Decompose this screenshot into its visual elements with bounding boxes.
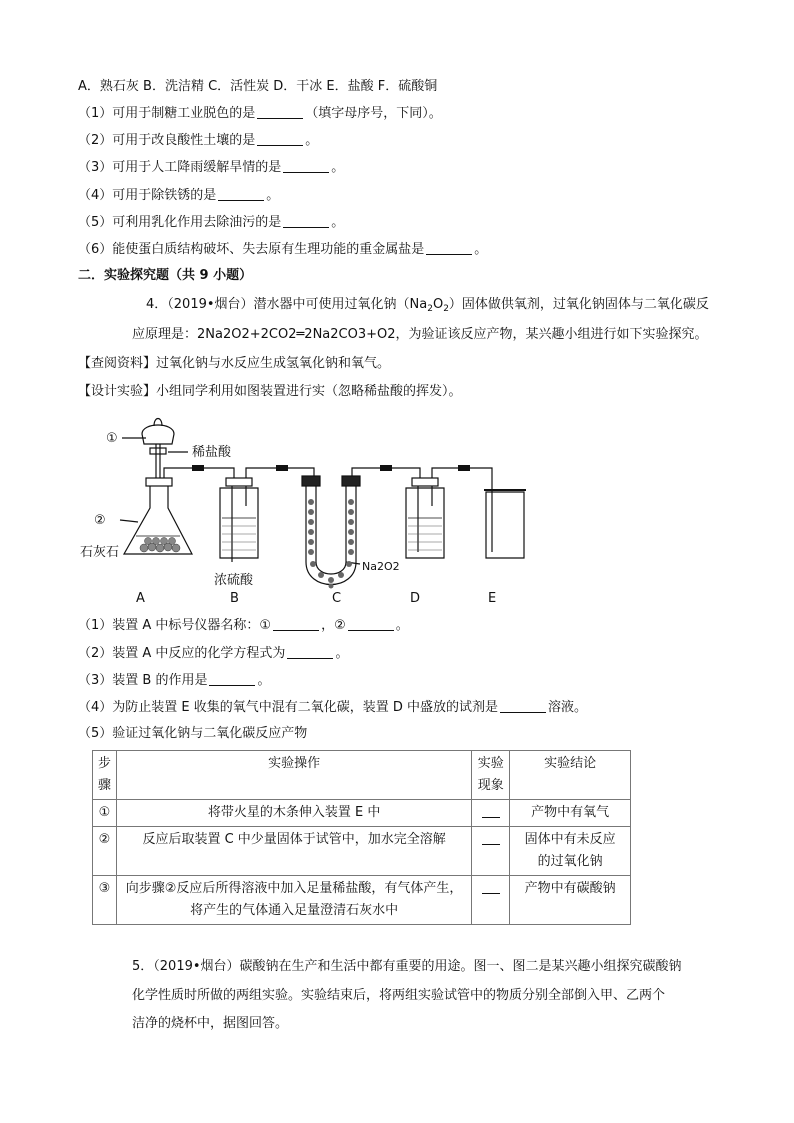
operation-cell: 将带火星的木条伸入装置 E 中 [116,800,471,827]
q4-sub-3-tail: 。 [257,673,271,688]
label-d: D [410,591,421,606]
label-circle-1: ① [106,431,118,446]
answer-blank[interactable] [257,104,303,119]
q4-sub-4-text: （4）为防止装置 E 收集的氧气中混有二氧化碳，装置 D 中盛放的试剂是 [78,700,499,715]
q3-item-5 [78,213,344,232]
wash-bottle-d [406,488,444,558]
q4-sub-2-tail: 。 [335,646,349,661]
q5-line-3: 洁净的烧杯中，据图回答。 [132,1016,289,1031]
apparatus-figure [80,412,530,608]
q3-item-2 [78,131,318,150]
q4-sub-2-text: （2）装置 A 中反应的化学方程式为 [78,646,286,661]
answer-blank[interactable] [209,671,255,686]
q4-intro-line-1 [146,296,709,318]
header-step: 步 骤 [93,751,117,800]
label-na2o2: Na2O2 [362,560,400,573]
label-a: A [136,591,145,606]
phenomenon-cell[interactable] [472,800,510,827]
label-b: B [230,591,239,606]
answer-blank[interactable] [283,213,329,228]
q3-item-1-tail: （填字母序号，下同）。 [305,106,442,121]
q5-line-1: 5．（2019•烟台）碳酸钠在生产和生活中都有重要的用途。图一、图二是某兴趣小组探究碳酸钠 [132,959,682,974]
rubber-joint [192,465,204,471]
q3-item-3-text: （3）可用于人工降雨缓解旱情的是 [78,160,282,175]
q3-item-3-tail: 。 [331,160,345,175]
table-row [93,876,631,925]
q3-item-5-text: （5）可利用乳化作用去除油污的是 [78,215,282,230]
phenomenon-cell[interactable] [472,827,510,876]
answer-blank[interactable] [482,830,500,845]
q4-sub-4 [78,698,587,717]
q4-sub-1-mid: ，② [321,618,346,633]
q4-intro-text: 4．（2019•烟台）潜水器中可使用过氧化钠（Na [146,297,428,312]
conclusion-cell: 产物中有碳酸钠 [510,876,631,925]
conclusion-cell: 产物中有氧气 [510,800,631,827]
limestone-pieces [140,538,180,553]
q4-intro-text: ）固体做供氧剂，过氧化钠固体与二氧化碳反 [448,297,709,312]
q3-item-4-text: （4）可用于除铁锈的是 [78,188,217,203]
q3-item-3 [78,158,344,177]
q4-intro-line-2: 应原理是：2Na2O2+2CO2═2Na2CO3+O2，为验证该反应产物，某兴趣小组进行如下实验探究。 [132,327,708,342]
conclusion-cell: 固体中有未反应 的过氧化钠 [510,827,631,876]
q3-item-4 [78,186,279,205]
q3-item-1-text: （1）可用于制糖工业脱色的是 [78,106,256,121]
step-cell: ③ [93,876,117,925]
subscript: 2 [443,304,449,314]
q3-item-6-tail: 。 [474,242,488,257]
funnel-tap [150,448,166,454]
operation-cell: 反应后取装置 C 中少量固体于试管中，加水完全溶解 [116,827,471,876]
separatory-funnel [142,425,174,444]
options-line: A．熟石灰 B．洗洁精 C．活性炭 D．干冰 E．盐酸 F．硫酸铜 [78,79,438,94]
answer-blank[interactable] [482,803,500,818]
label-circle-2: ② [94,513,106,528]
label-limestone: 石灰石 [80,545,120,560]
table-header-row [93,751,631,800]
label-dilute-hcl: 稀盐酸 [192,445,232,460]
section-title: 二．实验探究题（共 9 小题） [78,268,253,283]
wash-bottle-b [220,488,258,558]
answer-blank[interactable] [500,698,546,713]
answer-blank[interactable] [283,158,329,173]
q3-item-5-tail: 。 [331,215,345,230]
q4-sub-1-text: （1）装置 A 中标号仪器名称：① [78,618,272,633]
step-cell: ① [93,800,117,827]
apparatus-svg [80,412,530,608]
q3-item-1 [78,104,442,123]
answer-blank[interactable] [273,616,319,631]
na2o2-particles [308,499,354,589]
label-c: C [332,591,342,606]
answer-blank[interactable] [482,879,500,894]
label-conc-sulfuric: 浓硫酸 [214,573,254,588]
header-conclusion: 实验结论 [510,751,631,800]
table-row [93,827,631,876]
q3-item-4-tail: 。 [266,188,280,203]
header-operation: 实验操作 [116,751,471,800]
q5-line-2: 化学性质时所做的两组实验。实验结束后，将两组实验试管中的物质分别全部倒入甲、乙两个 [132,988,666,1003]
q4-intro-text: O [432,297,444,312]
q3-item-2-text: （2）可用于改良酸性土壤的是 [78,133,256,148]
q4-design: 【设计实验】小组同学利用如图装置进行实（忽略稀盐酸的挥发）。 [78,384,462,399]
experiment-table [92,750,631,925]
phenomenon-cell[interactable] [472,876,510,925]
q4-sub-3-text: （3）装置 B 的作用是 [78,673,208,688]
q4-sub-1-tail: 。 [395,618,409,633]
q4-sub-3 [78,671,270,690]
q3-item-6-text: （6）能使蛋白质结构破坏、失去原有生理功能的重金属盐是 [78,242,425,257]
answer-blank[interactable] [218,186,264,201]
q3-item-6 [78,240,487,259]
q4-sub-1 [78,616,409,635]
answer-blank[interactable] [287,644,333,659]
answer-blank[interactable] [257,131,303,146]
u-tube-stopper [302,476,320,486]
q4-info: 【查阅资料】过氧化钠与水反应生成氢氧化钠和氧气。 [78,356,391,371]
header-phenomenon: 实验 现象 [472,751,510,800]
answer-blank[interactable] [426,240,472,255]
flask-a-stopper [146,478,172,486]
step-cell: ② [93,827,117,876]
operation-cell: 向步骤②反应后所得溶液中加入足量稀盐酸，有气体产生， 将产生的气体通入足量澄清石灰水中 [116,876,471,925]
subscript: 2 [427,304,433,314]
label-e: E [488,591,497,606]
q4-sub-2 [78,644,348,663]
answer-blank[interactable] [348,616,394,631]
table-row [93,800,631,827]
q4-sub-5: （5）验证过氧化钠与二氧化碳反应产物 [78,726,308,741]
q4-sub-4-tail: 溶液。 [548,700,588,715]
q3-item-2-tail: 。 [305,133,319,148]
